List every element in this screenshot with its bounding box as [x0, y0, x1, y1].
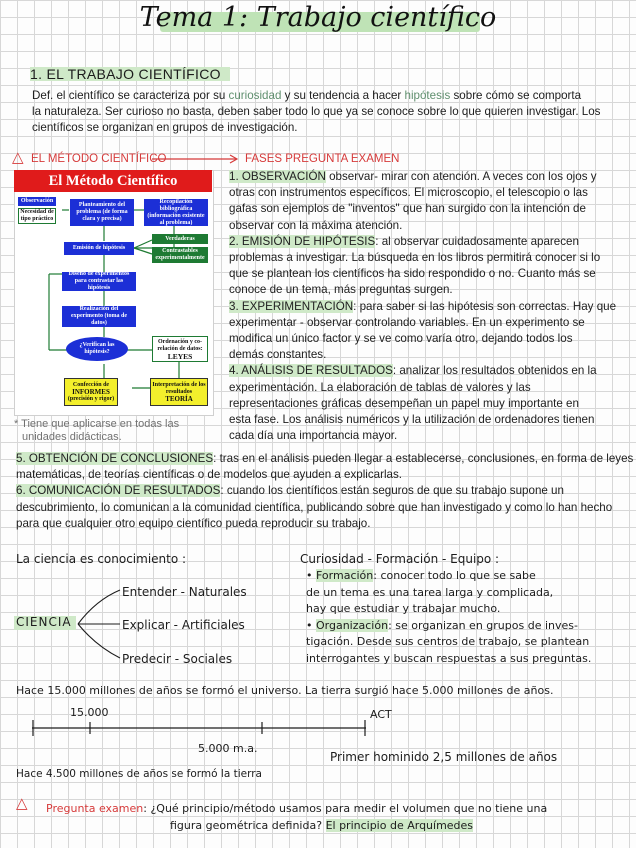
diagram-realizacion: Realización del experimento (toma de datos) [62, 306, 136, 327]
text-line: representaciones gráficas desempeñan un papel muy importante en [229, 396, 579, 410]
examen-answer: El principio de Arquímedes [325, 819, 474, 832]
text-line: que se plantean los científicos ha sido respondido o no. Cuanto más se [229, 267, 596, 281]
text-line: : al observar cuidadosamente aparecen [375, 234, 579, 248]
text-line: Def. el científico se caracteriza por su [32, 89, 229, 102]
timeline-bottom-text: Hace 4.500 millones de años se formó la tierra [16, 768, 262, 780]
text-line: experimentación. La elaboración de tablas de valores y las [229, 380, 531, 394]
text-line: y su tendencia a hacer [281, 89, 405, 102]
keyword-hipotesis: hipótesis [404, 89, 451, 102]
text-line: de un tema es una tarea larga y complicada, [306, 585, 554, 599]
text-line: : para saber si las hipótesis son correctas. Hay que [353, 299, 617, 313]
diagram-diseno: Diseño de experimentos para contrastar las hipótesis [62, 272, 136, 291]
text-line: : conocer todo lo que se sabe [373, 569, 536, 582]
timeline-start-label: 15.000 [70, 706, 109, 719]
diagram-verdaderas: Verdaderas [152, 234, 208, 244]
text-line: otras con instrumentos específicos. El microscopio, el telescopio o las [229, 186, 588, 200]
text-line: figura geométrica definida? [170, 819, 323, 832]
text-line: la naturaleza. Ser curioso no basta, deben saber todo lo que ya se conoce sobre lo que quieren investigar. Los [32, 105, 601, 119]
text-line: científicos se organizan en grupos de investigación. [32, 121, 298, 135]
fase-1-label: 1. OBSERVACIÓN [229, 170, 326, 183]
fases-label: FASES PREGUNTA EXAMEN [245, 153, 400, 165]
text-line: conoce de un tema, más preguntas surgen. [229, 283, 453, 297]
diagram-planteamiento: Planteamiento del problema (de forma clara y precisa) [70, 199, 134, 226]
diagram-interpretacion-text: Interpretación de los resultados [152, 381, 206, 395]
arrow-icon [152, 152, 242, 166]
diagram-verifican: ¿Verifican las hipótesis? [66, 337, 128, 361]
diagram-note [14, 418, 179, 444]
timeline-end-label: ACT [370, 708, 392, 721]
text-line: problemas a investigar. La búsqueda en los libros permitirá conocer si lo [229, 251, 601, 265]
metodo-label: EL MÉTODO CIENTÍFICO [31, 153, 167, 165]
text-line: observar con la máxima atención. [229, 218, 403, 232]
diagram-confeccion [64, 378, 118, 406]
text-line: tigación. Desde sus centros de trabajo, se plantean [306, 635, 590, 648]
text-line: experimentar - observar controlando variables. En un experimento se [229, 315, 585, 329]
section1-text [32, 88, 632, 137]
text-line: modifica un único factor y se ve como varía otro, dejando todos los [229, 332, 573, 346]
fases-text-bottom [16, 451, 634, 532]
text-line: : analizar los resultados obtenidos en la [392, 364, 597, 378]
diagram-ordenacion-text: Ordenación y co- relación de datos: [157, 338, 203, 352]
timeline-primer-hominido: Primer hominido 2,5 millones de años [330, 750, 558, 764]
diagram-ordenacion [152, 336, 208, 362]
text-line: : se organizan en grupos de inves- [388, 618, 578, 632]
diagram-precision: (precisión y rigor) [67, 395, 115, 402]
diagram-contrastables: Contrastables experimentalmente [152, 247, 208, 263]
examen-label: Pregunta examen [46, 802, 144, 815]
brace-lines [76, 580, 126, 664]
fase-3-label: 3. EXPERIMENTACIÓN [229, 299, 354, 313]
timeline-top-text: Hace 15.000 millones de años se formó el universo. La tierra surgió hace 5.000 millones de años. [16, 684, 554, 697]
diagram-informes: INFORMES [72, 387, 110, 396]
text-line: matemáticas, de teorías científicas o de modelos que ayuden a explicarlas. [16, 468, 403, 482]
warning-triangle-icon: △ [12, 149, 24, 166]
text-line: demás constantes. [229, 348, 327, 362]
diagram-observacion: Observación [18, 197, 56, 206]
ciencia-word: CIENCIA [16, 615, 72, 629]
text-line: : ¿Qué principio/método usamos para medir el volumen que no tiene una [143, 802, 548, 815]
diagram-interpretacion [150, 378, 208, 406]
fase-6-label: 6. COMUNICACIÓN DE RESULTADOS [16, 484, 221, 498]
diagram-confeccion-text: Confección de [72, 381, 110, 388]
warning-triangle-icon: △ [16, 795, 28, 812]
curiosidad-text: • Formación: conocer todo lo que se sabe de un tema es una tarea larga y complicada, hay que estudiar y trabajar mucho. • Organización: se organizan en grupos de inves- tigación. Desde sus centros de trabajo, se plantean interrogantes y buscan respuestas a sus preguntas. [306, 568, 630, 667]
text-line: sobre cómo se comporta [450, 89, 582, 102]
fase-5-label: 5. OBTENCIÓN DE CONCLUSIONES [16, 452, 214, 465]
formacion-label: Formación [316, 569, 374, 582]
keyword-curiosidad: curiosidad [228, 89, 282, 102]
note-line: unidades didácticas. [22, 431, 122, 443]
fases-text [229, 169, 633, 444]
timeline-mid-label: 5.000 m.a. [198, 742, 258, 755]
page-title: Tema 1: Trabajo científico [139, 2, 497, 33]
text-line: descubrimiento, lo comunican a la comunidad científica, publicando sobre que han investigado y como lo han hecho [16, 500, 613, 514]
diagram-leyes: LEYES [167, 351, 193, 361]
text-line: para que cualquier otro equipo científico pueda reproducir su trabajo. [16, 516, 371, 530]
organizacion-label: Organización [316, 618, 389, 632]
text-line: : cuando los científicos están seguros de que su trabajo supone un [220, 484, 564, 498]
examen-question [46, 800, 630, 834]
fase-4-label: 4. ANÁLISIS DE RESULTADOS [229, 364, 393, 378]
ciencia-branch-2: Explicar - Artificiales [122, 618, 245, 632]
ciencia-branch-3: Predecir - Sociales [122, 652, 233, 666]
ciencia-branch-1: Entender - Naturales [122, 585, 247, 599]
diagram-teoria: TEORÍA [165, 394, 193, 403]
ciencia-heading: La ciencia es conocimiento : [16, 552, 187, 566]
diagram-recopilacion: Recopilación bibliográfica (información existente al problema) [144, 199, 208, 226]
text-line: esta fase. Los análisis numéricos y la utilización de ordenadores tienen [229, 413, 595, 427]
diagram-emision: Emisión de hipótesis [64, 242, 134, 255]
text-line: cada día una importancia mayor. [229, 429, 398, 443]
text-line: interrogantes y buscan respuestas a sus preguntas. [306, 651, 592, 665]
timeline-axis [30, 716, 370, 740]
text-line: gafas son ejemplos de "inventos" que han surgido con la intención de [229, 202, 586, 216]
text-line: hay que estudiar y trabajar mucho. [306, 602, 501, 615]
section-heading: 1. EL TRABAJO CIENTÍFICO [30, 66, 221, 82]
diagram-title: El Método Científico [14, 170, 212, 192]
note-line: * Tiene que aplicarse en todas las [14, 418, 180, 430]
fase-2-label: 2. EMISIÓN DE HIPÓTESIS [229, 234, 376, 248]
diagram-necesidad: Necesidad de tipo práctico [18, 208, 56, 224]
text-line: observar- mirar con atención. A veces con los ojos y [325, 170, 597, 183]
curiosidad-heading: Curiosidad - Formación - Equipo : [300, 552, 500, 566]
text-line: : tras en el análisis pueden llegar a establecerse, conclusiones, en forma de leyes [213, 452, 634, 465]
